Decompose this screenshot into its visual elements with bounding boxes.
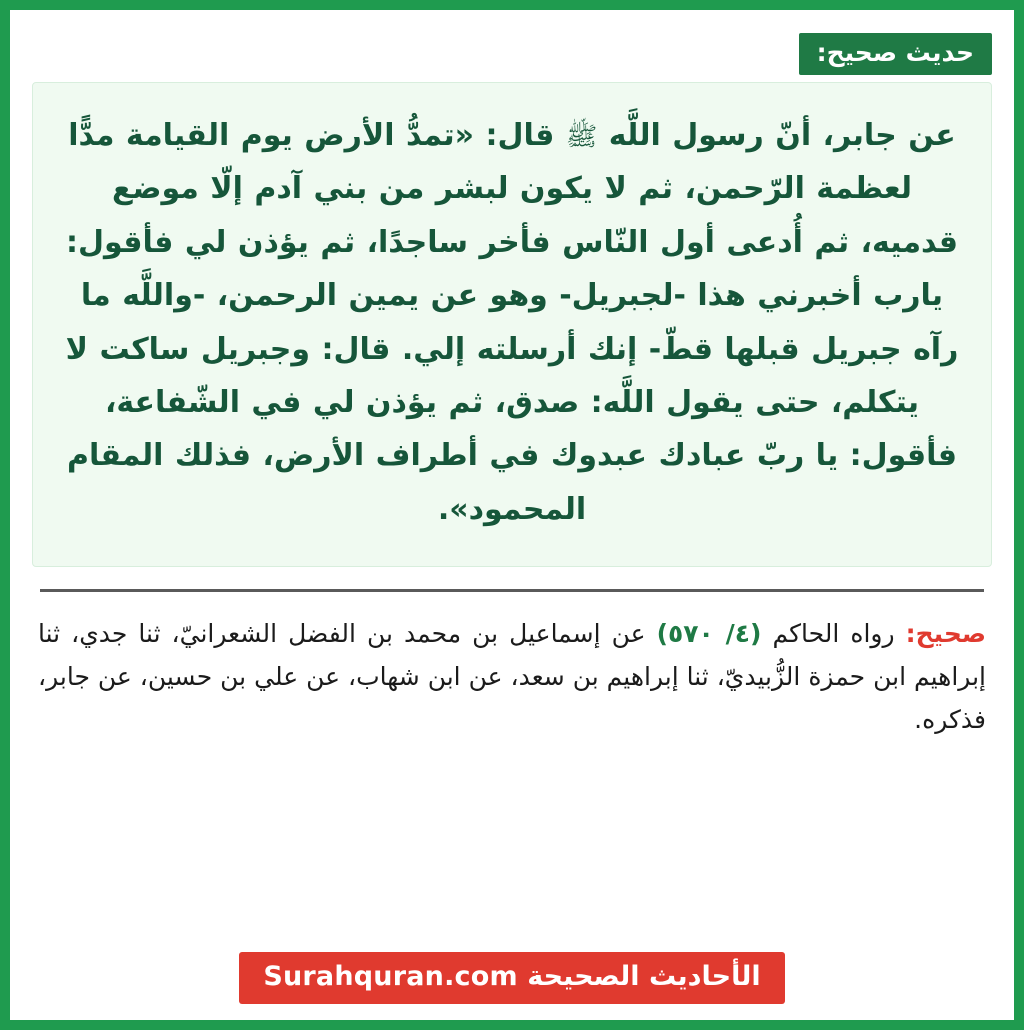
divider	[40, 589, 984, 592]
source-narrator-part-two: عن إسماعيل بن محمد بن الفضل الشعرانيّ، ثنا جدي، ثنا إبراهيم ابن حمزة الزُّبيديّ، ثنا إبراهيم بن سعد، عن ابن شهاب، عن علي بن حسين، عن جابر، فذكره.	[38, 619, 986, 735]
source-grade-label: صحيح:	[905, 619, 987, 649]
source-narrator-part-one: رواه الحاكم	[772, 619, 895, 649]
site-domain: Surahquran.com	[263, 961, 518, 992]
salla-allahu-alayhi-wasallam-icon: ﷺ	[565, 122, 598, 152]
site-badge-label: الأحاديث الصحيحة	[527, 961, 761, 992]
status-badge: حديث صحيح:	[799, 33, 992, 76]
hadith-text-after-glyph: قال: «تمدُّ الأرض يوم القيامة مدًّا لعظمة الرّحمن، ثم لا يكون لبشر من بني آدم إلّا موضع قدميه، ثم أُدعى أول النّاس فأخر ساجدًا، ثم يؤذن لي فأقول: يارب أخبرني هذا -لجبريل- وهو عن يمين الرحمن، -واللَّه ما رآه جبريل قبلها قطّ- إنك أرسلته إلي. قال: وجبريل ساكت لا يتكلم، حتى يقول اللَّه: صدق، ثم يؤذن لي في الشّفاعة، فأقول: يا ربّ عبادك عبدوك في أطراف الأرض، فذلك المقام المحمود».	[65, 118, 959, 527]
document-content	[10, 10, 1014, 1020]
footer	[32, 952, 992, 1020]
source-paragraph	[32, 612, 992, 741]
site-badge[interactable]	[239, 952, 784, 1004]
grade-row	[32, 32, 992, 76]
hadith-text-before-glyph: عن جابر، أنّ رسول اللَّه	[608, 118, 956, 153]
hadith-text	[59, 109, 965, 536]
source-reference: (٤/ ٥٧٠)	[656, 619, 762, 649]
hadith-card	[32, 82, 992, 567]
